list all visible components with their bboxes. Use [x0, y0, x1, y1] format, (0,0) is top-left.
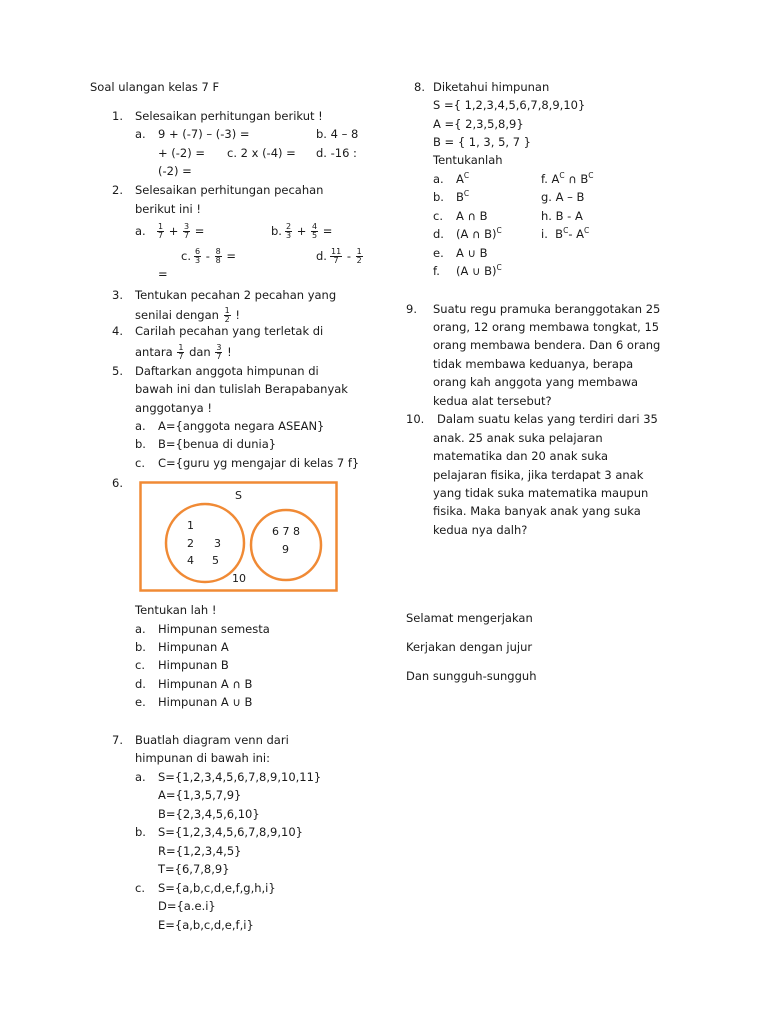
q7-set-line: E={a,b,c,d,e,f,i} [158, 918, 254, 932]
q2-d-equals: = [158, 267, 168, 281]
question-9-line: orang membawa bendera. Dan 6 orang [433, 338, 661, 352]
q7-part-b-label: b. [135, 825, 146, 839]
q1-line2-start: + (-2) = [158, 146, 206, 160]
fraction: $\frac{1}{2}$ [224, 306, 230, 324]
question-9-line: orang kah anggota yang membawa [433, 375, 639, 389]
fraction: $\frac{3}{7}$ [216, 343, 222, 361]
q8-left-item: A ∩ B [456, 209, 488, 223]
question-3-line1: Tentukan pecahan 2 pecahan yang [135, 288, 337, 302]
closing-line: Kerjakan dengan jujur [406, 640, 533, 654]
question-3-line2: senilai dengan $\frac{1}{2}$ ! [135, 306, 240, 324]
question-10-line: yang tidak suka matematika maupun [433, 486, 649, 500]
q1-a-expression: 9 + (-7) – (-3) = [158, 127, 250, 141]
question-7-line1: Buatlah diagram venn dari [135, 733, 289, 747]
left-element: 3 [214, 537, 221, 550]
question-number-3: 3. [112, 288, 123, 302]
q7-set-line: T={6,7,8,9} [158, 862, 230, 876]
question-5-line2: bawah ini dan tulislah Berapabanyak [135, 382, 348, 396]
outside-element: 10 [232, 572, 246, 585]
question-9-line: tidak membawa keduanya, berapa [433, 357, 634, 371]
q8-right-item: i. $B^C-$ $A^C$ [541, 226, 590, 241]
q1-a-label: a. [135, 127, 146, 141]
q7-set-line: B={2,3,4,5,6,10} [158, 807, 260, 821]
q6-item-c-text: Himpunan B [158, 658, 229, 672]
question-7-line2: himpunan di bawah ini: [135, 751, 271, 765]
q6-item-b-label: b. [135, 640, 146, 654]
q6-item-e-text: Himpunan A ∪ B [158, 695, 253, 709]
q8-left-label: e. [433, 246, 444, 260]
q8-left-label: f. [433, 264, 440, 278]
universe-label: S [235, 489, 242, 502]
question-number-6: 6. [112, 476, 123, 490]
question-number-2: 2. [112, 183, 123, 197]
q6-item-e-label: e. [135, 695, 146, 709]
question-number-1: 1. [112, 109, 123, 123]
q6-item-a-text: Himpunan semesta [158, 622, 270, 636]
q8-set-a: A ={ 2,3,5,8,9} [433, 117, 524, 131]
question-number-7: 7. [112, 733, 123, 747]
q7-set-line: D={a.e.i} [158, 899, 216, 913]
question-9-line: Suatu regu pramuka beranggotakan 25 [433, 302, 661, 316]
question-2-line1: Selesaikan perhitungan pecahan [135, 183, 324, 197]
q5-item-c-text: C={guru yg mengajar di kelas 7 f} [158, 456, 360, 470]
q7-set-line: S={1,2,3,4,5,6,7,8,9,10,11} [158, 770, 322, 784]
q2-d-expression: $\frac{11}{7}$ - $\frac{1}{2}$ [331, 247, 362, 265]
q2-a-expression: $\frac{1}{7}$ + $\frac{3}{7}$ = [158, 222, 205, 240]
question-9-line: kedua alat tersebut? [433, 394, 552, 408]
question-10-line: anak. 25 anak suka pelajaran [433, 431, 603, 445]
question-8-title: Diketahui himpunan [433, 80, 550, 94]
right-element: 9 [282, 543, 289, 556]
q2-c-expression: $\frac{6}{3}$ - $\frac{8}{8}$ = [195, 247, 236, 265]
fraction: $\frac{11}{7}$ [331, 247, 342, 265]
q7-set-line: S={a,b,c,d,e,f,g,h,i} [158, 881, 276, 895]
question-5-line1: Daftarkan anggota himpunan di [135, 364, 319, 378]
question-10-line: pelajaran fisika, jika terdapat 3 anak [433, 468, 644, 482]
q7-part-a-label: a. [135, 770, 146, 784]
q8-prompt: Tentukanlah [433, 153, 503, 167]
q6-item-b-text: Himpunan A [158, 640, 229, 654]
q1-line3: (-2) = [158, 164, 192, 178]
fraction: $\frac{1}{2}$ [356, 247, 362, 265]
left-element: 4 [187, 554, 194, 567]
question-number-8: 8. [414, 80, 425, 94]
q5-item-b-text: B={benua di dunia} [158, 437, 277, 451]
q8-right-item: f. $A^C$ ∩ $B^C$ [541, 171, 594, 186]
q2-d-label: d. [316, 249, 327, 263]
q2-c-label: c. [181, 249, 191, 263]
question-9-line: orang, 12 orang membawa tongkat, 15 [433, 320, 660, 334]
q6-item-d-text: Himpunan A ∩ B [158, 677, 253, 691]
q8-left-item: $B^C$ [456, 189, 470, 204]
fraction: $\frac{2}{3}$ [286, 222, 292, 240]
q7-set-line: S={1,2,3,4,5,6,7,8,9,10} [158, 825, 303, 839]
question-2-line2: berikut ini ! [135, 202, 202, 216]
left-element: 5 [212, 554, 219, 567]
right-element: 6 7 8 [272, 525, 300, 538]
question-4-line1: Carilah pecahan yang terletak di [135, 324, 324, 338]
q8-left-item: A ∪ B [456, 246, 488, 260]
fraction: $\frac{8}{8}$ [215, 247, 221, 265]
q7-set-line: R={1,2,3,4,5} [158, 844, 242, 858]
q8-left-item: (A ∩ B)$^C$ [456, 226, 502, 241]
q7-part-c-label: c. [135, 881, 145, 895]
q8-set-b: B = { 1, 3, 5, 7 } [433, 135, 531, 149]
q8-left-label: b. [433, 190, 444, 204]
fraction: $\frac{1}{7}$ [158, 222, 164, 240]
q8-left-item: (A ∪ B)$^C$ [456, 263, 502, 278]
left-element: 2 [187, 537, 194, 550]
q5-item-c-label: c. [135, 456, 145, 470]
question-10-line: fisika. Maka banyak anak yang suka [433, 504, 641, 518]
left-circle [166, 504, 244, 582]
question-number-5: 5. [112, 364, 123, 378]
q8-set-s: S ={ 1,2,3,4,5,6,7,8,9,10} [433, 98, 586, 112]
closing-line: Dan sungguh-sungguh [406, 669, 537, 683]
q7-set-line: A={1,3,5,7,9} [158, 788, 242, 802]
q5-item-b-label: b. [135, 437, 146, 451]
question-10-line: Dalam suatu kelas yang terdiri dari 35 [437, 412, 658, 426]
venn-diagram [139, 481, 339, 594]
q2-b-expression: $\frac{2}{3}$ + $\frac{4}{5}$ = [286, 222, 333, 240]
fraction: $\frac{4}{5}$ [312, 222, 318, 240]
q6-item-d-label: d. [135, 677, 146, 691]
worksheet-title: Soal ulangan kelas 7 F [90, 80, 220, 94]
q1-d-expression: d. -16 : [316, 146, 357, 160]
question-1-text: Selesaikan perhitungan berikut ! [135, 109, 323, 123]
question-5-line3: anggotanya ! [135, 401, 212, 415]
q6-prompt: Tentukan lah ! [135, 603, 217, 617]
question-number-10: 10. [406, 412, 425, 426]
q1-c-expression: c. 2 x (-4) = [227, 146, 296, 160]
q8-left-item: $A^C$ [456, 171, 470, 186]
q8-right-item: g. A – B [541, 190, 585, 204]
fraction: $\frac{1}{7}$ [178, 343, 184, 361]
q8-left-label: a. [433, 172, 444, 186]
left-element: 1 [187, 519, 194, 532]
q8-right-item: h. B - A [541, 209, 583, 223]
q6-item-a-label: a. [135, 622, 146, 636]
q2-b-label: b. [271, 224, 282, 238]
q2-a-label: a. [135, 224, 146, 238]
question-10-line: matematika dan 20 anak suka [433, 449, 609, 463]
q6-item-c-label: c. [135, 658, 145, 672]
q8-left-label: d. [433, 227, 444, 241]
q5-item-a-text: A={anggota negara ASEAN} [158, 419, 325, 433]
q1-b-expression: b. 4 – 8 [316, 127, 359, 141]
q8-left-label: c. [433, 209, 443, 223]
fraction: $\frac{3}{7}$ [184, 222, 190, 240]
fraction: $\frac{6}{3}$ [195, 247, 201, 265]
question-10-line: kedua nya dalh? [433, 523, 528, 537]
closing-line: Selamat mengerjakan [406, 611, 533, 625]
question-number-9: 9. [406, 302, 417, 316]
question-4-line2: antara $\frac{1}{7}$ dan $\frac{3}{7}$ ! [135, 343, 232, 361]
question-number-4: 4. [112, 324, 123, 338]
q5-item-a-label: a. [135, 419, 146, 433]
